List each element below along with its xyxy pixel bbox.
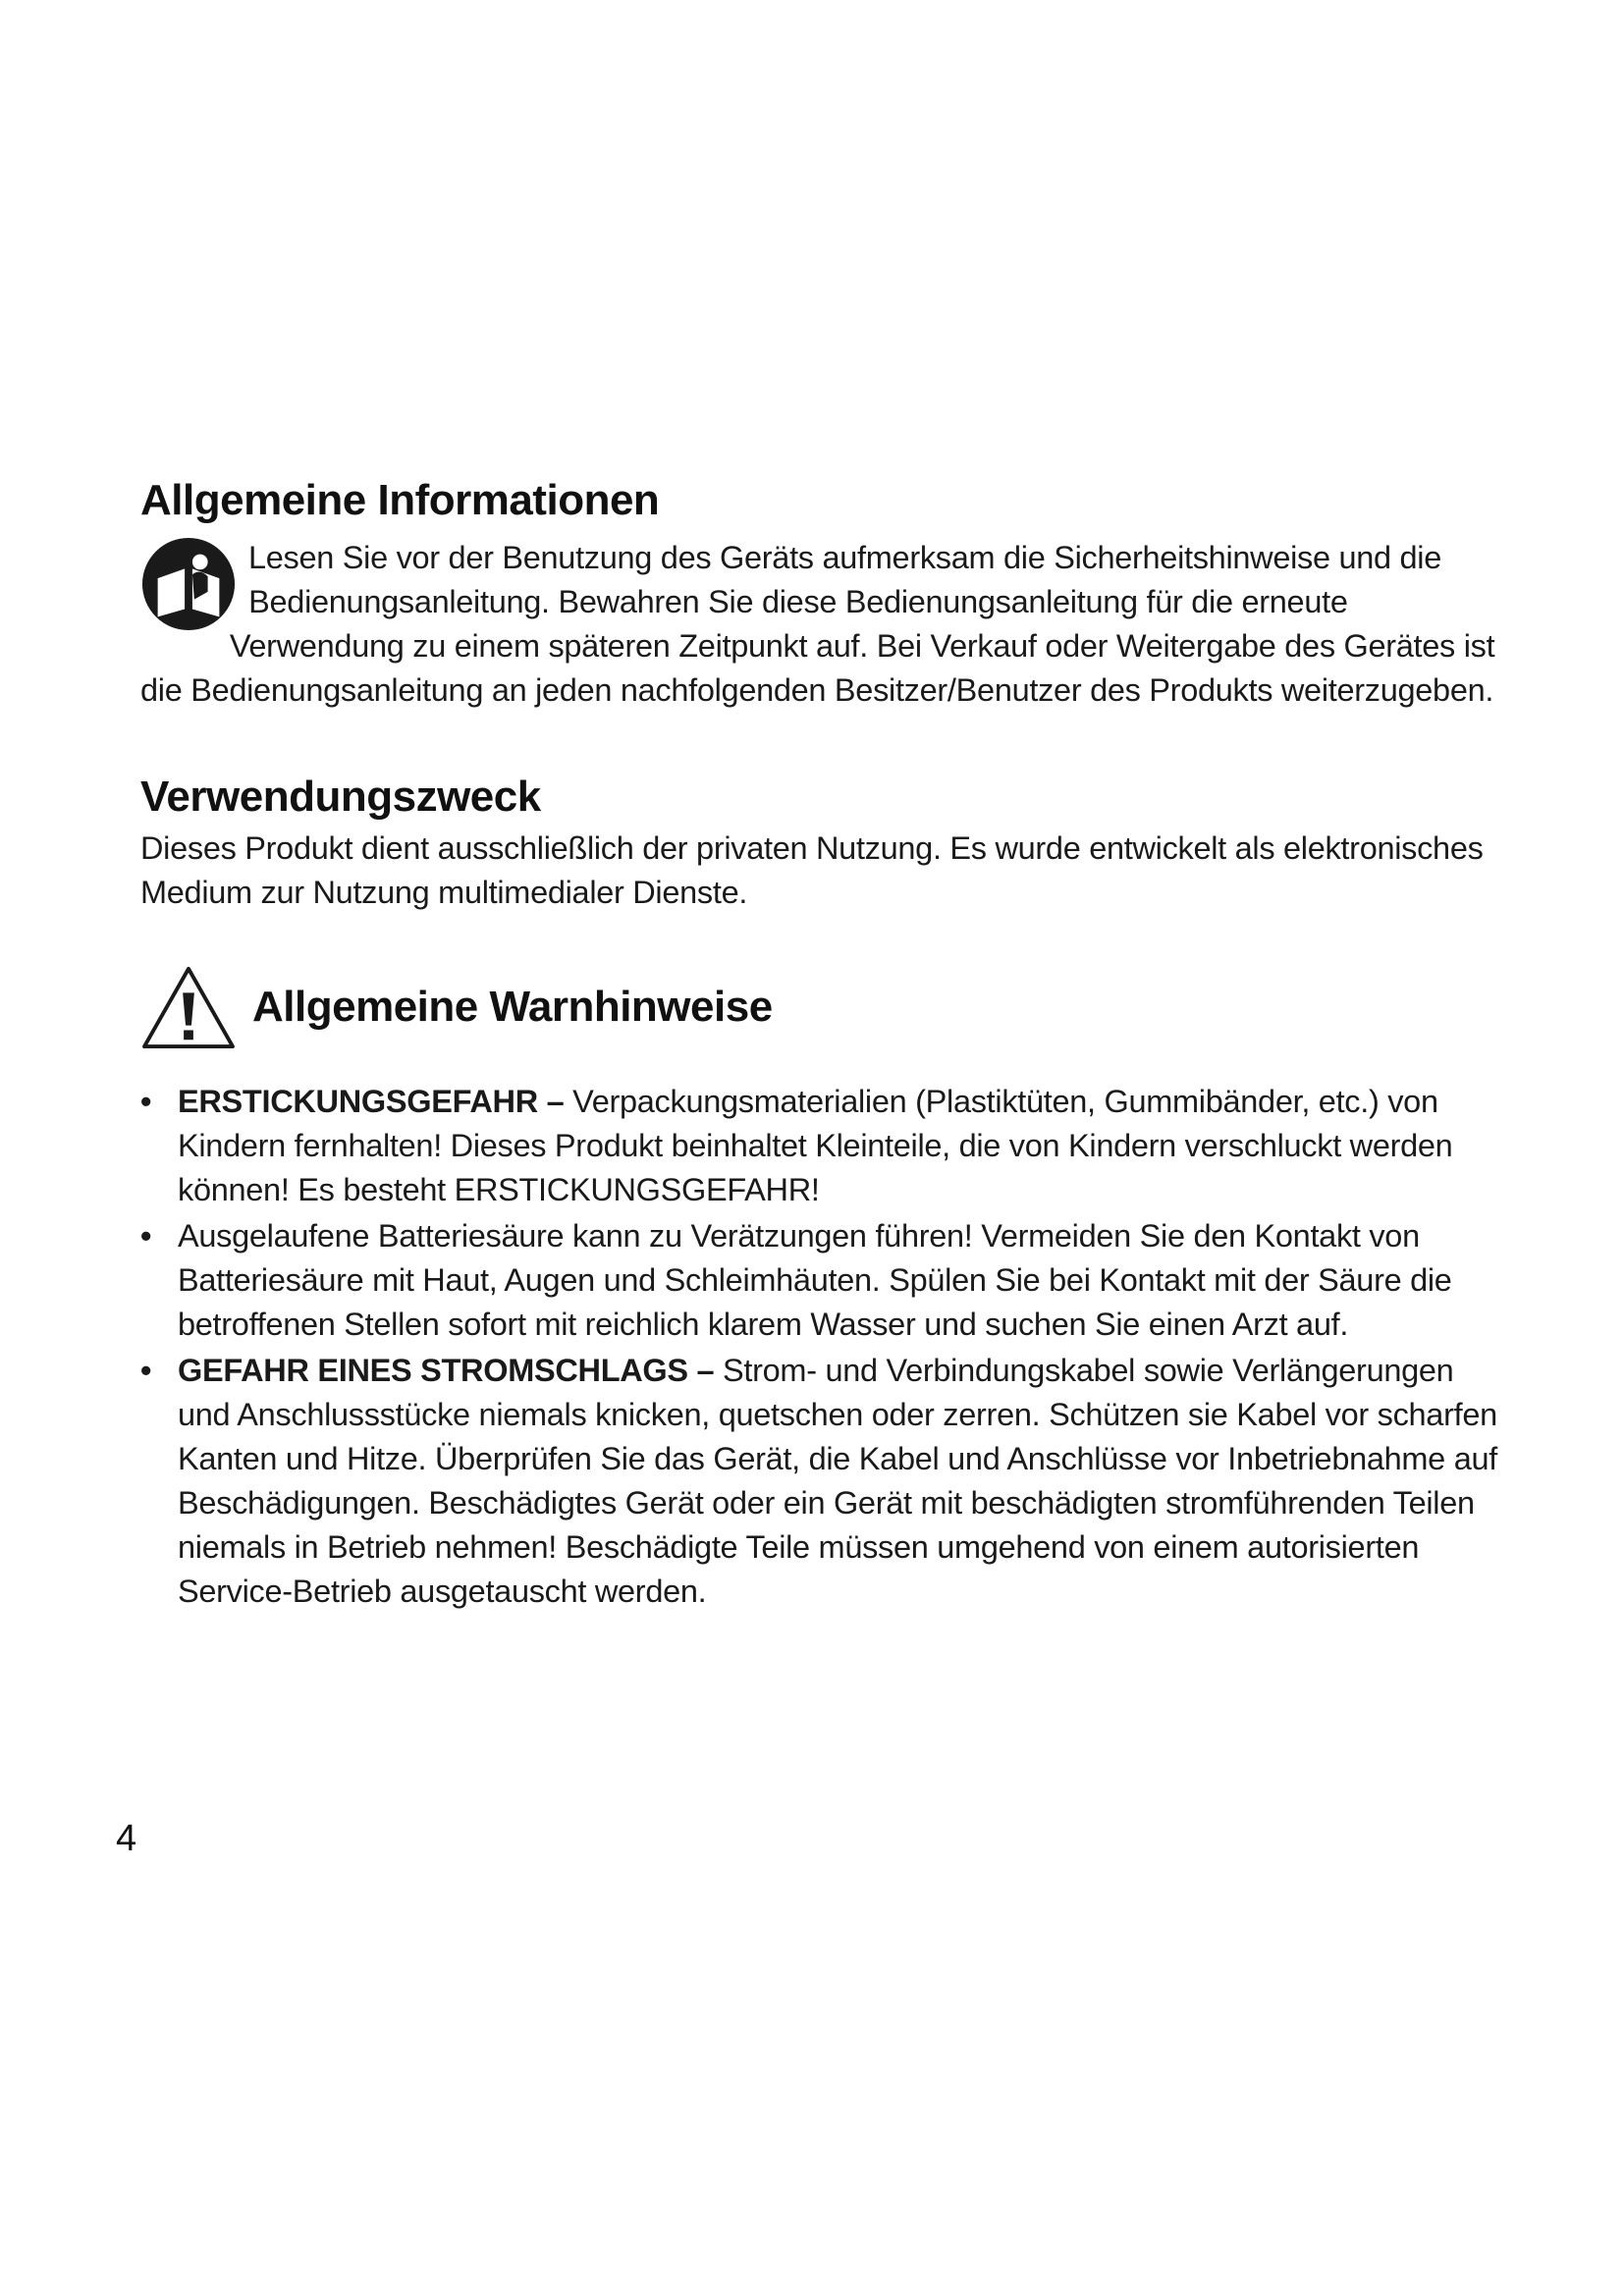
intended-use-text: Dieses Produkt dient ausschließlich der privaten Nutzung. Es wurde entwickelt als elektronisches Medium zur Nutzung multimedialer Dienste. — [140, 830, 1484, 910]
general-information-text — [140, 536, 1500, 713]
list-bullet: • — [140, 1353, 152, 1388]
heading-general-information: Allgemeine Informationen — [140, 476, 660, 524]
warning-lead: GEFAHR EINES STROMSCHLAGS – — [178, 1353, 715, 1388]
list-bullet: • — [140, 1218, 152, 1254]
warning-triangle-icon — [140, 964, 237, 1050]
warning-text: Strom- und Verbindungskabel sowie Verlängerungen und Anschlussstücke niemals knicken, quetschen oder zerren. Schützen sie Kabel vor scharfen Kanten und Hitze. Überprüfen Sie das Gerät, die Kabel und Anschlüsse vor Inbetriebnahme auf Beschädigungen. Beschädigtes Gerät oder ein Gerät mit beschädigten stromführenden Teilen niemals in Betrieb nehmen! Beschädigte Teile müssen umgehend von einem autorisierten Service-Betrieb ausgetauscht werden. — [178, 1353, 1497, 1609]
section-general-warnings — [140, 964, 1500, 1614]
general-information-body: Lesen Sie vor der Benutzung des Geräts aufmerksam die Sicherheitshinweise und die Bedienungsanleitung. Bewahren Sie diese Bedienungsanleitung für die erneute Verwendung zu einem späteren Zeitpunkt auf. Bei Verkauf oder Weitergabe des Gerätes ist die Bedienungsanleitung an jeden nachfolgenden Besitzer/Benutzer des Produkts weiterzugeben. — [140, 540, 1495, 708]
warnings-list — [140, 1080, 1500, 1614]
heading-intended-use: Verwendungszweck — [140, 773, 541, 821]
warning-text: Ausgelaufene Batteriesäure kann zu Verätzungen führen! Vermeiden Sie den Kontakt von Batteriesäure mit Haut, Augen und Schleimhäuten. Spülen Sie bei Kontakt mit der Säure die betroffenen Stellen sofort mit reichlich klarem Wasser und suchen Sie einen Arzt auf. — [178, 1218, 1452, 1342]
warning-text: Verpackungsmaterialien (Plastiktüten, Gummibänder, etc.) von Kindern fernhalten! Dieses Produkt beinhaltet Kleinteile, die von Kindern verschluckt werden können! Es besteht ERSTICKUNGSGEFAHR! — [178, 1084, 1453, 1207]
section-general-information — [140, 471, 1500, 713]
list-item — [140, 1349, 1500, 1614]
page-number: 4 — [116, 1818, 137, 1859]
list-item — [140, 1214, 1500, 1347]
read-manual-icon — [140, 536, 237, 632]
section-intended-use — [140, 768, 1500, 915]
warnings-heading-row — [140, 964, 1500, 1050]
heading-general-warnings: Allgemeine Warnhinweise — [252, 983, 773, 1031]
page-content — [140, 471, 1500, 1616]
list-bullet: • — [140, 1084, 152, 1119]
warning-lead: ERSTICKUNGSGEFAHR – — [178, 1084, 565, 1119]
list-item — [140, 1080, 1500, 1212]
